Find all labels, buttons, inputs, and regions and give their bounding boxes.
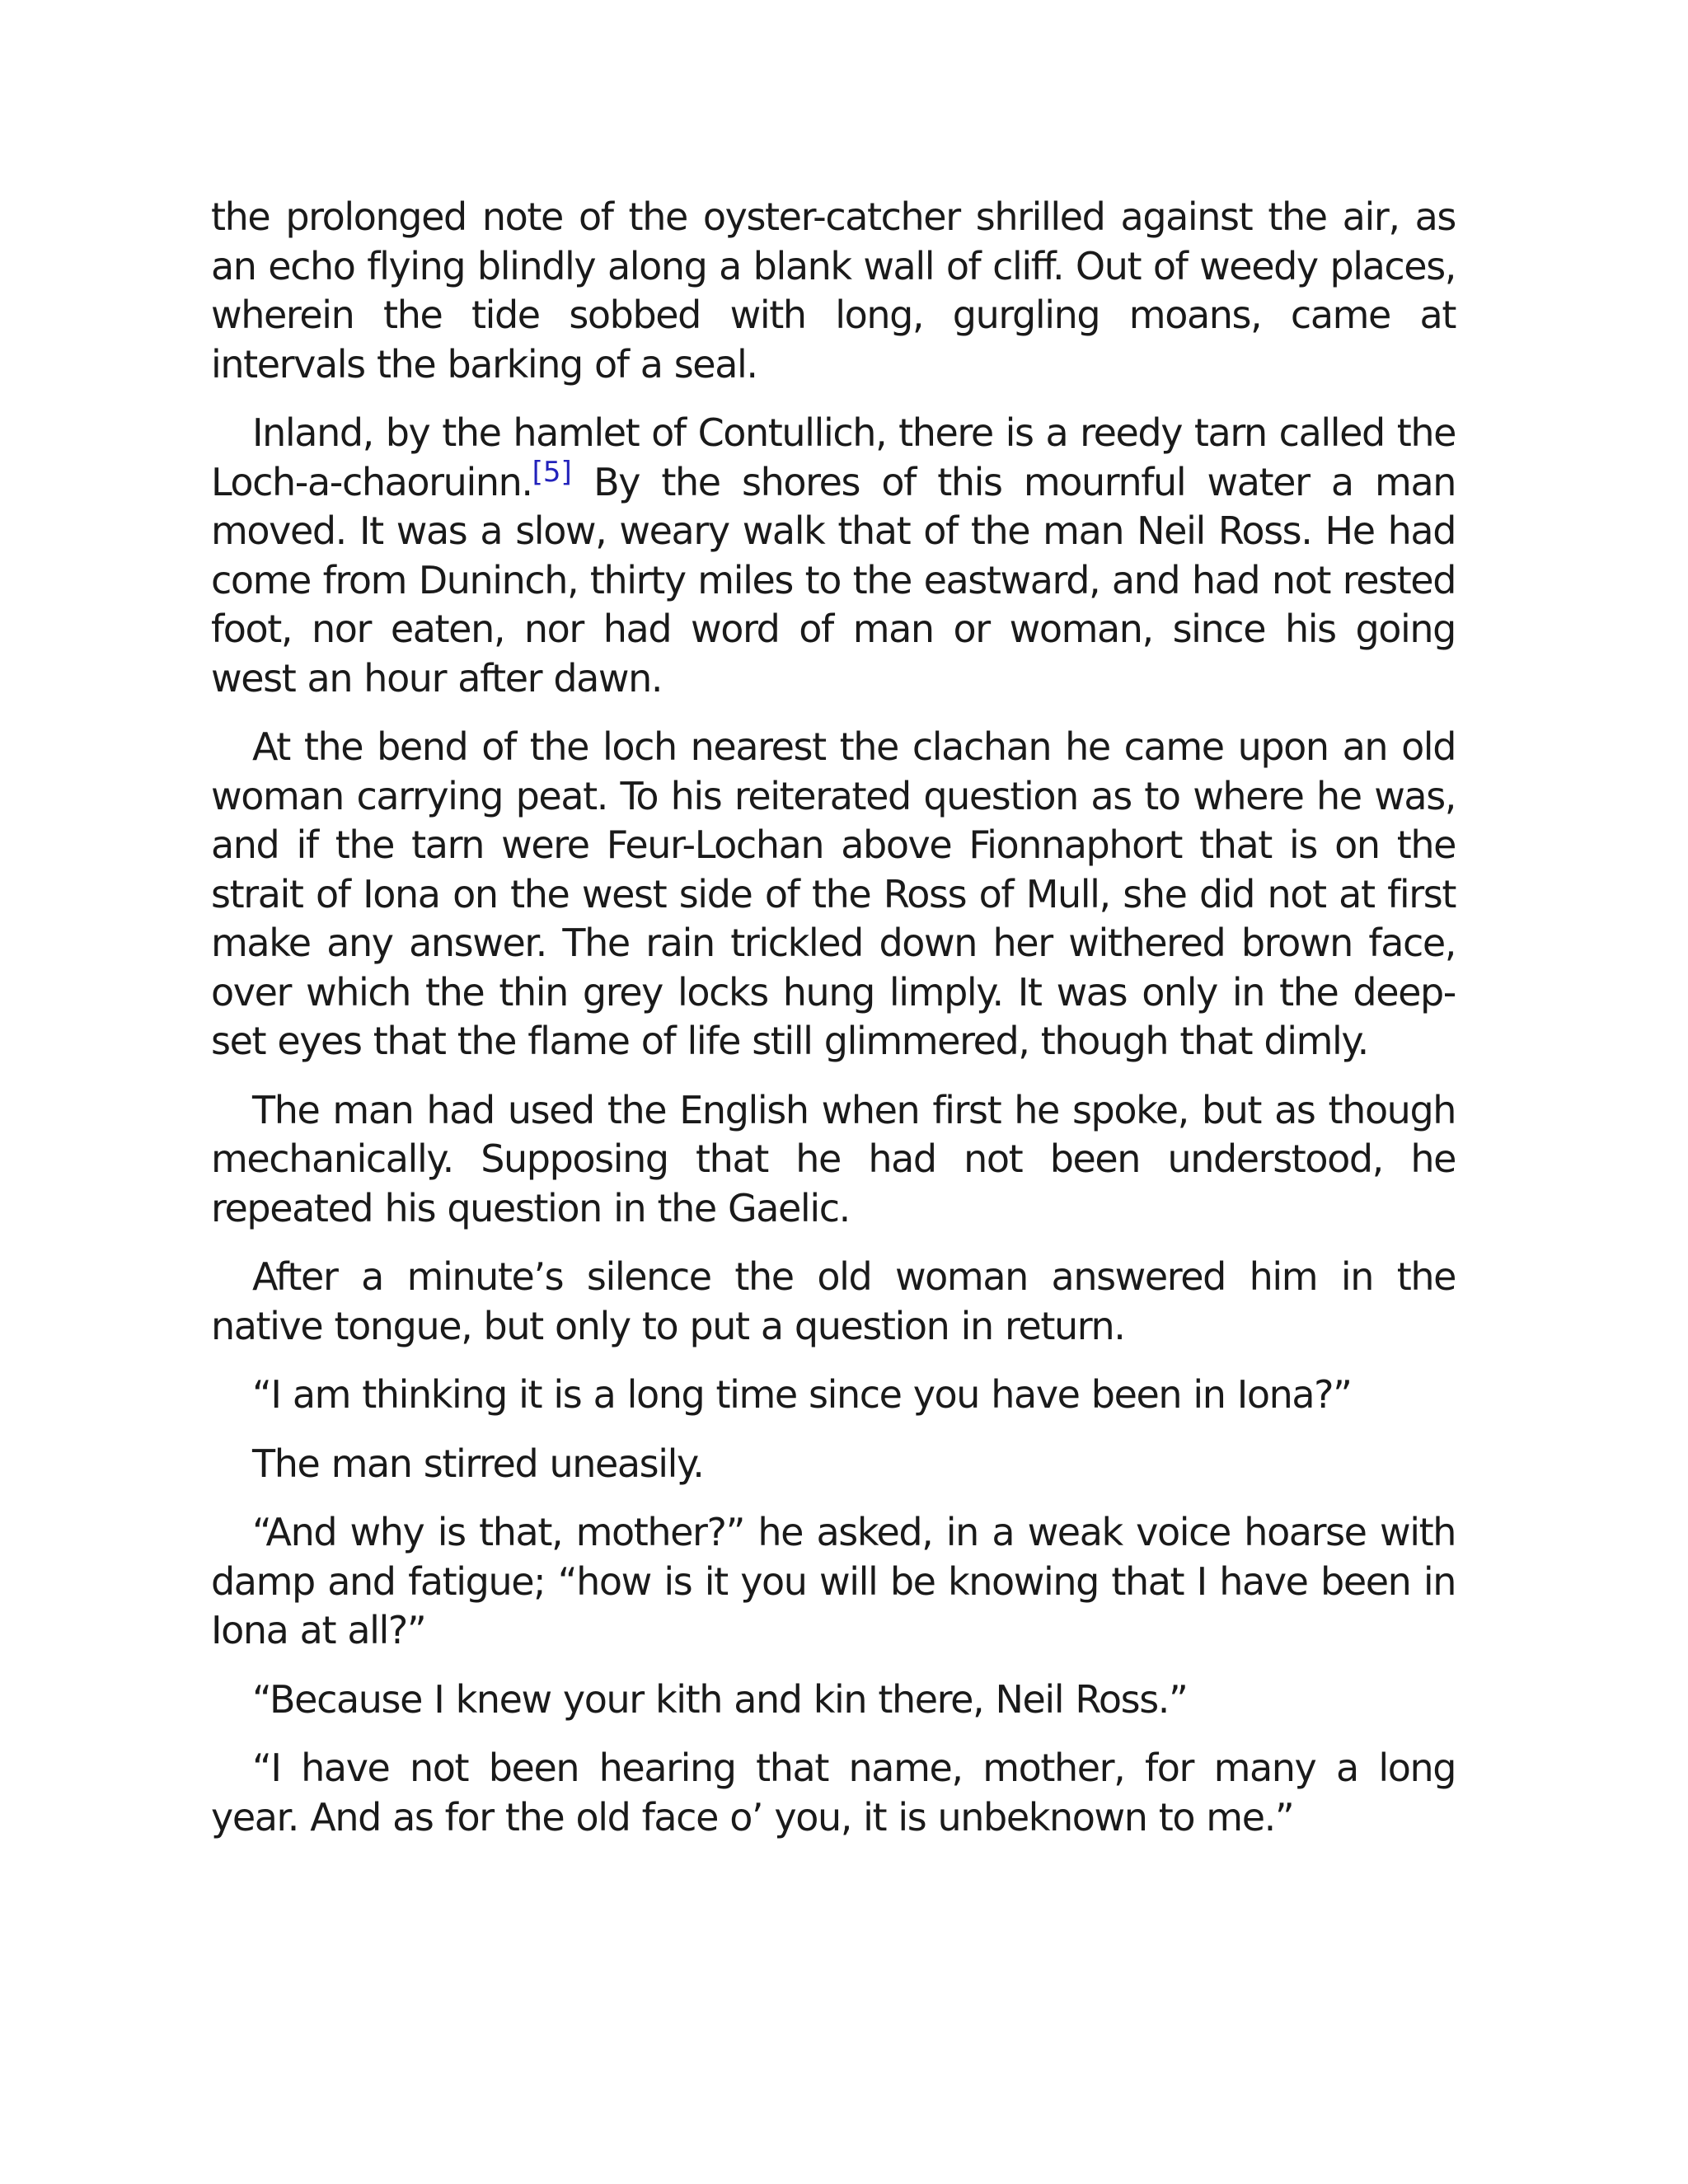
paragraph-5: After a minute’s silence the old woman answered him in the native tongue, but only to put a question in return. bbox=[211, 1254, 1456, 1348]
footnote-link-5[interactable]: [5] bbox=[532, 455, 572, 489]
paragraph-4: The man had used the English when first he spoke, but as though mechanically. Supposing that he had not been understood, he repeated his question in the Gaelic. bbox=[211, 1087, 1456, 1230]
paragraph-2-text-before: Inland, by the hamlet of Contullich, there is a reedy tarn called the Loch-a-chaoruinn. bbox=[211, 410, 1456, 504]
page-body bbox=[211, 193, 1456, 1862]
paragraph-2 bbox=[211, 409, 1456, 703]
paragraph-6: “I am thinking it is a long time since you have been in Iona?” bbox=[252, 1372, 1352, 1417]
paragraph-7: The man stirred uneasily. bbox=[252, 1441, 704, 1486]
paragraph-9: “Because I knew your kith and kin there, Neil Ross.” bbox=[252, 1676, 1188, 1722]
paragraph-2-text-after: By the shores of this mournful water a man moved. It was a slow, weary walk that of the man Neil Ross. He had come from Duninch, thirty miles to the eastward, and had not rested foot, nor eaten, nor had word of man or woman, since his going west an hour after dawn. bbox=[211, 459, 1456, 701]
paragraph-8: “And why is that, mother?” he asked, in a weak voice hoarse with damp and fatigue; “how is it you will be knowing that I have been in Iona at all?” bbox=[211, 1510, 1456, 1652]
paragraph-10: “I have not been hearing that name, mother, for many a long year. And as for the old face o’ you, it is unbeknown to me.” bbox=[211, 1746, 1456, 1840]
paragraph-3: At the bend of the loch nearest the clachan he came upon an old woman carrying peat. To his reiterated question as to where he was, and if the tarn were Feur-Lochan above Fionnaphort that is on the strait of Iona on the west side of the Ross of Mull, she did not at first make any answer. The rain trickled down her withered brown face, over which the thin grey locks hung limply. It was only in the deep-set eyes that the flame of life still glimmered, though that dimly. bbox=[211, 724, 1456, 1063]
paragraph-1: the prolonged note of the oyster-catcher shrilled against the air, as an echo flying blindly along a blank wall of cliff. Out of weedy places, wherein the tide sobbed with long, gurgling moans, came at intervals the barking of a seal. bbox=[211, 194, 1456, 387]
